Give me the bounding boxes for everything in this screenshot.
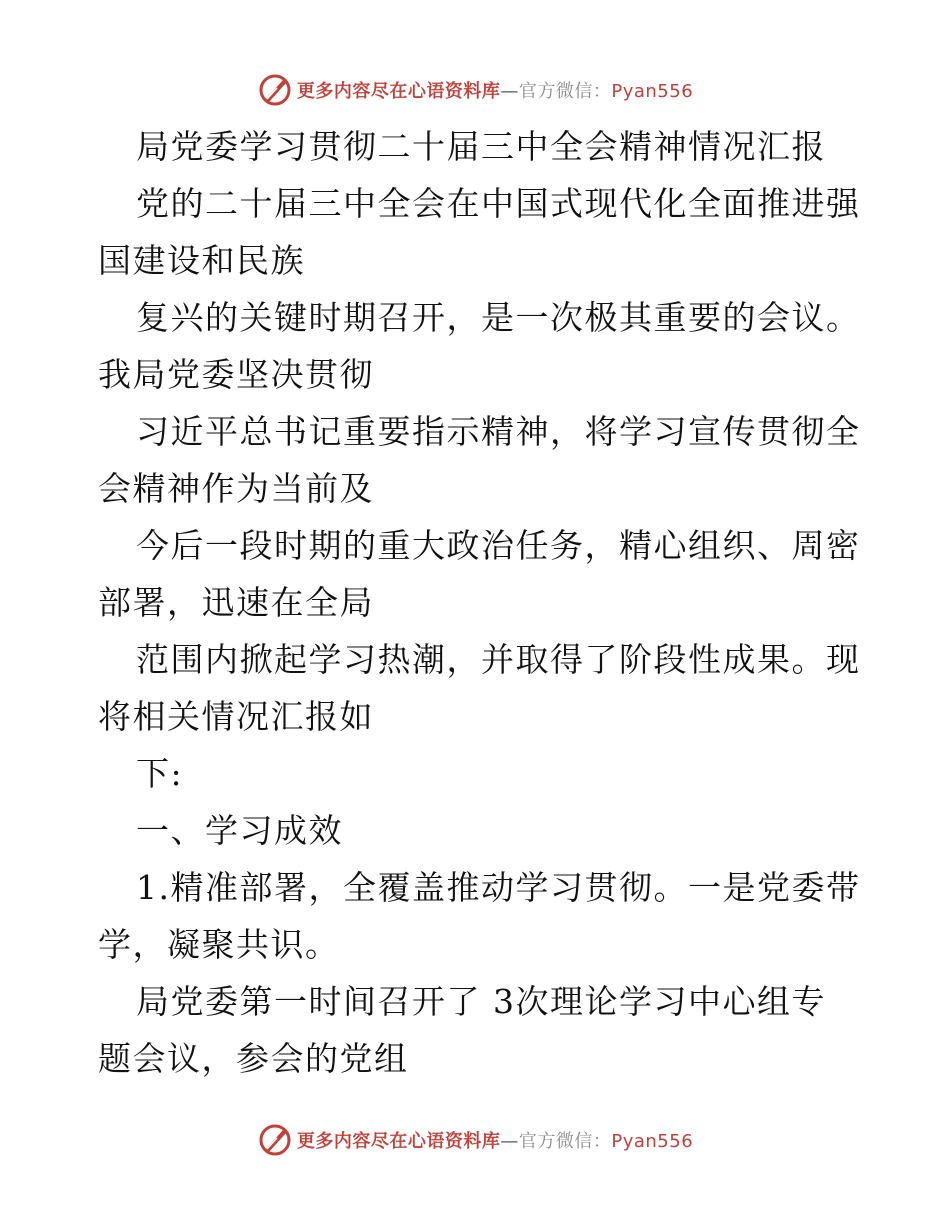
watermark-banner-top [0,70,950,110]
paragraph-line: 我局党委坚决贯彻 [98,355,374,394]
paragraph-line: 局党委第一时间召开了 3次理论学习中心组专 [136,982,826,1021]
paragraph-line: 将相关情况汇报如 [98,697,374,736]
paragraph-line: 会精神作为当前及 [98,469,374,508]
paragraph-line: 复兴的关键时期召开，是一次极其重要的会议。 [136,298,861,337]
document-body [98,118,861,1087]
feather-pen-icon [257,72,293,108]
paragraph-line: 范围内掀起学习热潮，并取得了阶段性成果。现 [136,640,861,679]
paragraph-line: 党的二十届三中全会在中国式现代化全面推进强 [136,184,861,223]
paragraph-line: 国建设和民族 [98,241,305,280]
watermark-text: 更多内容尽在心语资料库—官方微信：Pyan556 [296,1131,694,1152]
paragraph-line: 题会议，参会的党组 [98,1039,409,1078]
watermark-text: 更多内容尽在心语资料库—官方微信：Pyan556 [296,81,694,102]
paragraph-line: 1.精准部署，全覆盖推动学习贯彻。一是党委带 [136,868,861,907]
paragraph-line: 学，凝聚共识。 [98,925,340,964]
feather-pen-icon [257,1122,293,1158]
paragraph-line: 下: [136,754,184,793]
paragraph-line: 一、学习成效 [136,811,343,850]
paragraph-line: 局党委学习贯彻二十届三中全会精神情况汇报 [136,127,826,166]
paragraph-line: 部署，迅速在全局 [98,583,374,622]
watermark-banner-bottom [0,1120,950,1160]
paragraph-line: 习近平总书记重要指示精神，将学习宣传贯彻全 [136,412,861,451]
paragraph-line: 今后一段时期的重大政治任务，精心组织、周密 [136,526,861,565]
